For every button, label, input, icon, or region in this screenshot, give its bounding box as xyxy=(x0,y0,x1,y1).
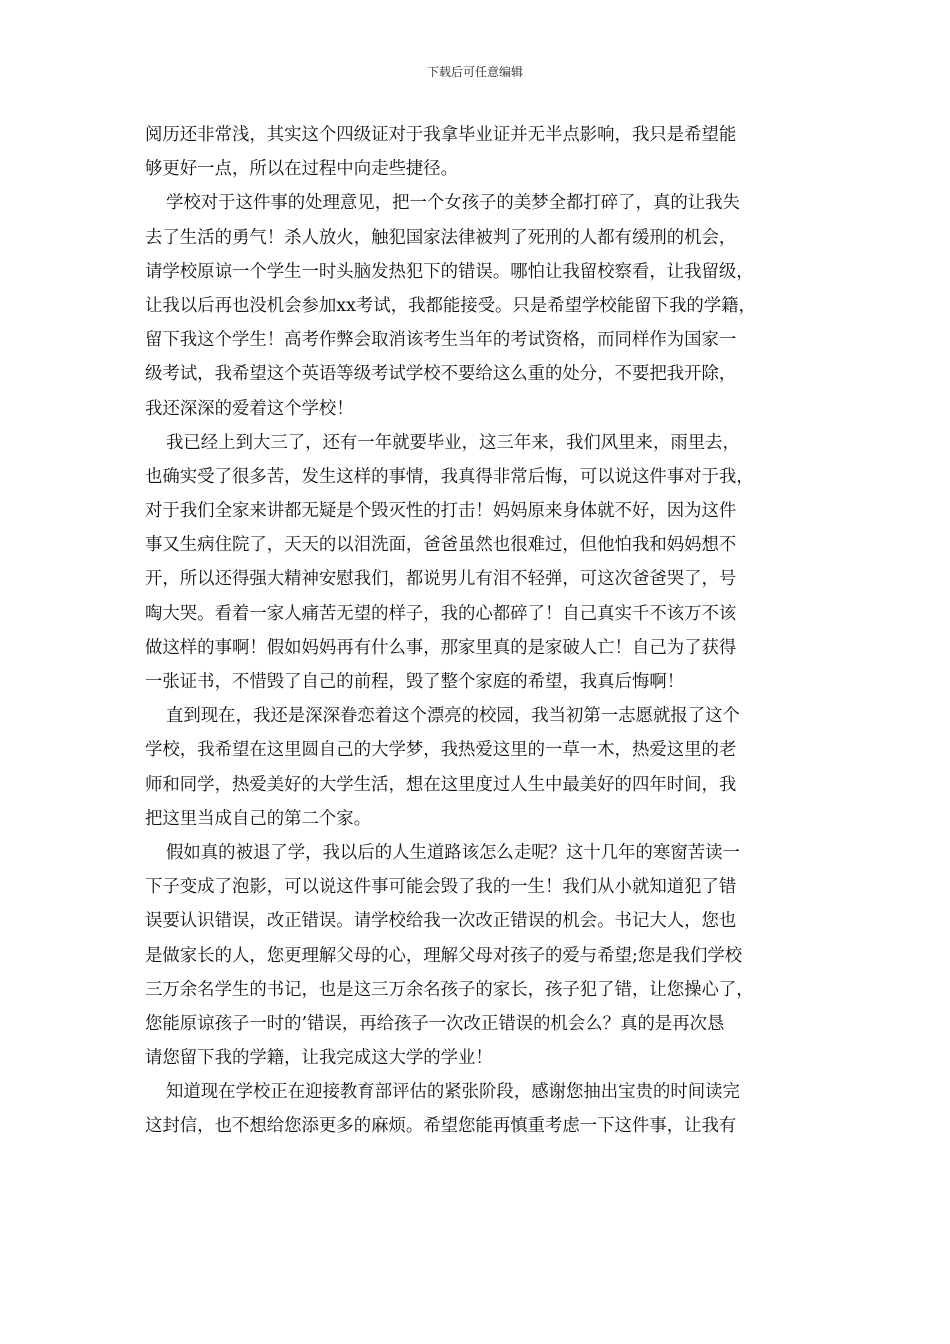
text-line: 学校，我希望在这里圆自己的大学梦，我热爱这里的一草一木，热爱这里的老 xyxy=(145,740,737,761)
text-line: 留下我这个学生！高考作弊会取消该考生当年的考试资格，而同样作为国家一 xyxy=(145,330,737,351)
text-line: 对于我们全家来讲都无疑是个毁灭性的打击！妈妈原来身体就不好，因为这件 xyxy=(145,501,737,522)
paragraph-start-line: 学校对于这件事的处理意见，把一个女孩子的美梦全都打碎了，真的让我失 xyxy=(166,193,740,214)
text-line: 是做家长的人，您更理解父母的心，理解父母对孩子的爱与希望;您是我们学校 xyxy=(145,945,743,966)
text-line: 师和同学，热爱美好的大学生活，想在这里度过人生中最美好的四年时间，我 xyxy=(145,774,737,795)
text-line: 够更好一点，所以在过程中向走些捷径。 xyxy=(145,159,459,180)
paragraph-start-line: 直到现在，我还是深深眷恋着这个漂亮的校园，我当初第一志愿就报了这个 xyxy=(166,706,740,727)
text-line: 啕大哭。看着一家人痛苦无望的样子，我的心都碎了！自己真实千不该万不该 xyxy=(145,603,737,624)
text-line: 做这样的事啊！假如妈妈再有什么事，那家里真的是家破人亡！自己为了获得 xyxy=(145,637,737,658)
text-line: 请学校原谅一个学生一时头脑发热犯下的错误。哪怕让我留校察看，让我留级， xyxy=(145,261,754,282)
text-line: 事又生病住院了，天天的以泪洗面，爸爸虽然也很难过，但他怕我和妈妈想不 xyxy=(145,535,737,556)
text-line: 这封信，也不想给您添更多的麻烦。希望您能再慎重考虑一下这件事，让我有 xyxy=(145,1116,737,1137)
paragraph-start-line: 我已经上到大三了，还有一年就要毕业，这三年来，我们风里来，雨里去， xyxy=(166,432,740,453)
text-line: 阅历还非常浅，其实这个四级证对于我拿毕业证并无半点影响，我只是希望能 xyxy=(145,125,737,145)
text-line: 下子变成了泡影，可以说这件事可能会毁了我的一生！我们从小就知道犯了错 xyxy=(145,877,737,898)
document-body xyxy=(145,118,815,1144)
text-line: 请您留下我的学籍，让我完成这大学的学业！ xyxy=(145,1048,493,1069)
text-line: 把这里当成自己的第二个家。 xyxy=(145,808,372,829)
text-line: 也确实受了很多苦，发生这样的事情，我真得非常后悔，可以说这件事对于我， xyxy=(145,466,754,487)
text-line: 级考试，我希望这个英语等级考试学校不要给这么重的处分，不要把我开除， xyxy=(145,364,737,385)
paragraph-start-line: 假如真的被退了学，我以后的人生道路该怎么走呢？这十几年的寒窗苦读一 xyxy=(166,842,740,863)
text-line: 误要认识错误，改正错误。请学校给我一次改正错误的机会。书记大人，您也 xyxy=(145,911,737,932)
text-line: 去了生活的勇气！杀人放火，触犯国家法律被判了死刑的人都有缓刑的机会， xyxy=(145,227,737,248)
text-line: 您能原谅孩子一时的’错误，再给孩子一次改正错误的机会么？真的是再次恳 xyxy=(145,1013,725,1034)
text-line: 让我以后再也没机会参加xx考试，我都能接受。只是希望学校能留下我的学籍， xyxy=(145,295,756,316)
text-line: 开，所以还得强大精神安慰我们，都说男儿有泪不轻弹，可这次爸爸哭了，号 xyxy=(145,569,737,590)
text-line: 三万余名学生的书记，也是这三万余名孩子的家长，孩子犯了错，让您操心了， xyxy=(145,979,754,1000)
page-header: 下载后可任意编辑 xyxy=(426,65,523,79)
text-line: 我还深深的爱着这个学校！ xyxy=(145,398,354,419)
text-line: 一张证书，不惜毁了自己的前程，毁了整个家庭的希望，我真后悔啊！ xyxy=(145,672,685,692)
paragraph-start-line: 知道现在学校正在迎接教育部评估的紧张阶段，感谢您抽出宝贵的时间读完 xyxy=(166,1082,740,1103)
